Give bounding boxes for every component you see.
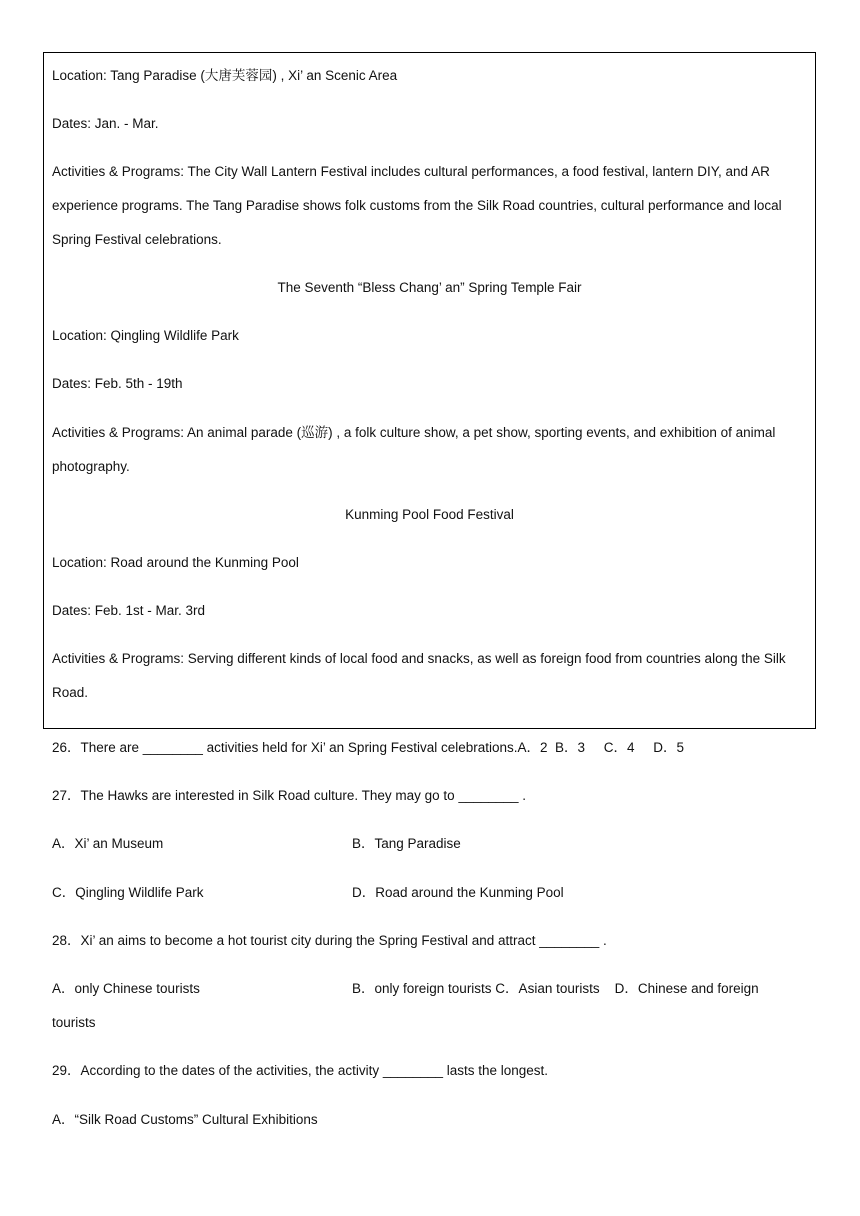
event2-dates: Dates: Feb. 5th - 19th — [52, 376, 183, 391]
event3-activities-line2: Road. — [52, 685, 89, 700]
q27-option-a: A．Xi’ an Museum — [52, 836, 164, 851]
event1-activities-line1: Activities & Programs: The City Wall Lantern Festival includes cultural performances, a food festival, lantern DIY, and AR — [52, 164, 770, 179]
question-26: 26．There are ________ activities held for Xi’ an Spring Festival celebrations.A．2 B．3 C．4 D．5 — [52, 740, 685, 755]
q28-options-bcd: B．only foreign tourists C．Asian tourists D．Chinese and foreign — [352, 981, 759, 996]
question-27: 27．The Hawks are interested in Silk Road culture. They may go to ________ . — [52, 788, 527, 803]
event2-title: The Seventh “Bless Chang’ an” Spring Temple Fair — [277, 280, 582, 295]
event1-location: Location: Tang Paradise (大唐芙蓉园) , Xi’ an Scenic Area — [52, 68, 398, 83]
event2-location: Location: Qingling Wildlife Park — [52, 328, 239, 343]
event3-dates: Dates: Feb. 1st - Mar. 3rd — [52, 603, 206, 618]
question-28: 28．Xi’ an aims to become a hot tourist city during the Spring Festival and attract ________ . — [52, 933, 607, 948]
event2-activities-line2: photography. — [52, 459, 130, 474]
event1-dates: Dates: Jan. - Mar. — [52, 116, 159, 131]
event2-activities-line1: Activities & Programs: An animal parade (巡游) , a folk culture show, a pet show, sporting events, and exhibition of animal — [52, 425, 776, 440]
event3-location: Location: Road around the Kunming Pool — [52, 555, 299, 570]
q28-option-d-continued: tourists — [52, 1015, 96, 1030]
question-29: 29．According to the dates of the activities, the activity ________ lasts the longest. — [52, 1063, 549, 1078]
q29-option-a: A．“Silk Road Customs” Cultural Exhibitions — [52, 1112, 318, 1127]
q27-option-c: C．Qingling Wildlife Park — [52, 885, 204, 900]
event1-activities-line2: experience programs. The Tang Paradise shows folk customs from the Silk Road countries, cultural performance and local — [52, 198, 782, 213]
q27-option-b: B．Tang Paradise — [352, 836, 461, 851]
event3-title: Kunming Pool Food Festival — [345, 507, 514, 522]
q27-option-d: D．Road around the Kunming Pool — [352, 885, 564, 900]
q28-option-a: A．only Chinese tourists — [52, 981, 200, 996]
event1-activities-line3: Spring Festival celebrations. — [52, 232, 222, 247]
event3-activities-line1: Activities & Programs: Serving different kinds of local food and snacks, as well as foreign food from countries along the Silk — [52, 651, 786, 666]
